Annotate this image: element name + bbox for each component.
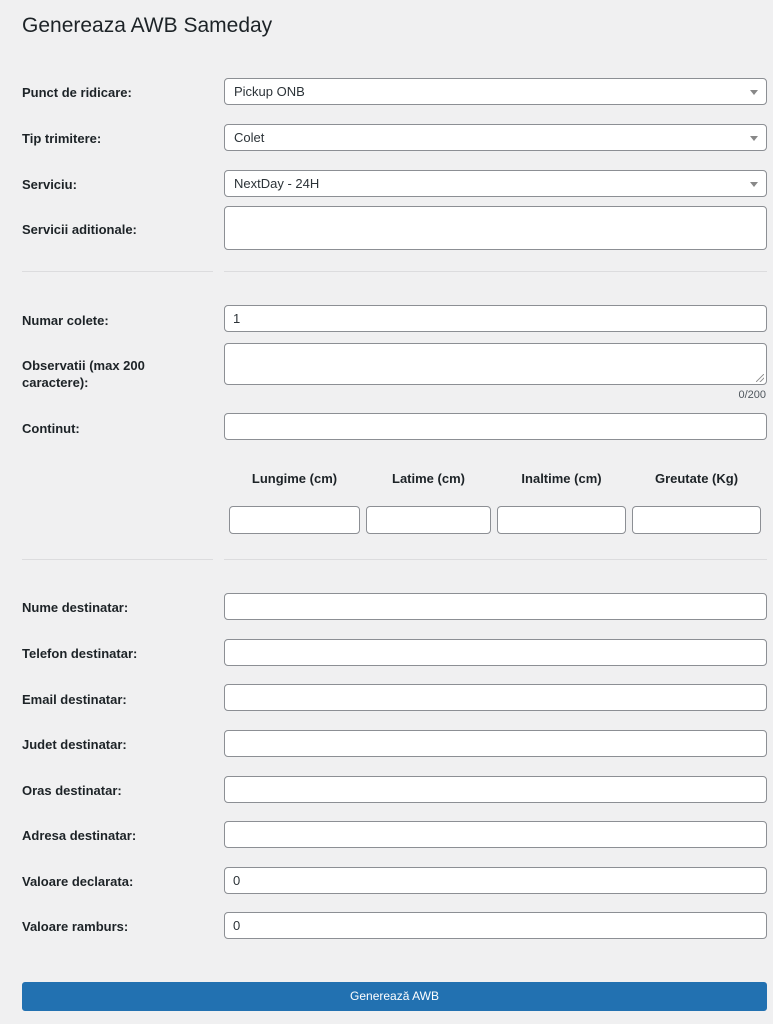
additional-services-multiselect[interactable] (224, 206, 767, 250)
additional-services-label: Servicii aditionale: (22, 222, 137, 237)
recipient-email-label: Email destinatar: (22, 692, 127, 707)
weight-input[interactable] (632, 506, 761, 534)
observations-label-line2: caractere): (22, 375, 89, 390)
section-divider (224, 559, 767, 560)
content-label: Continut: (22, 421, 80, 436)
declared-value-label: Valoare declarata: (22, 874, 134, 889)
chevron-down-icon (750, 182, 758, 187)
service-label: Serviciu: (22, 177, 77, 192)
service-select[interactable] (224, 170, 767, 197)
recipient-city-input[interactable] (224, 776, 767, 803)
recipient-email-input[interactable] (224, 684, 767, 711)
pickup-value: Pickup ONB (234, 84, 305, 99)
recipient-name-label: Nume destinatar: (22, 600, 129, 615)
recipient-address-input[interactable] (224, 821, 767, 848)
section-divider (22, 559, 213, 560)
package-count-label: Numar colete: (22, 313, 109, 328)
length-label: Lungime (cm) (251, 471, 338, 486)
recipient-county-input[interactable] (224, 730, 767, 757)
height-input[interactable] (497, 506, 626, 534)
section-divider (22, 271, 213, 272)
chevron-down-icon (750, 136, 758, 141)
width-input[interactable] (366, 506, 491, 534)
resize-handle-icon[interactable] (756, 374, 764, 382)
cod-value-input[interactable]: 0 (224, 912, 767, 939)
generate-awb-button[interactable]: Generează AWB (22, 982, 767, 1011)
recipient-city-label: Oras destinatar: (22, 783, 122, 798)
observations-textarea[interactable] (224, 343, 767, 385)
content-input[interactable] (224, 413, 767, 440)
section-divider (224, 271, 767, 272)
recipient-name-input[interactable] (224, 593, 767, 620)
shipment-type-label: Tip trimitere: (22, 131, 102, 146)
chevron-down-icon (750, 90, 758, 95)
observations-label (22, 357, 145, 391)
recipient-county-label: Judet destinatar: (22, 737, 127, 752)
height-label: Inaltime (cm) (521, 471, 602, 486)
shipment-type-value: Colet (234, 130, 265, 145)
recipient-phone-label: Telefon destinatar: (22, 646, 138, 661)
pickup-label: Punct de ridicare: (22, 85, 132, 100)
page-title: Genereaza AWB Sameday (22, 14, 273, 37)
cod-value-label: Valoare ramburs: (22, 919, 129, 934)
declared-value-input[interactable]: 0 (224, 867, 767, 894)
weight-label: Greutate (Kg) (654, 471, 739, 486)
shipment-type-select[interactable] (224, 124, 767, 151)
recipient-phone-input[interactable] (224, 639, 767, 666)
width-label: Latime (cm) (392, 471, 465, 486)
recipient-address-label: Adresa destinatar: (22, 828, 137, 843)
observations-char-counter: 0/200 (738, 389, 766, 401)
observations-label-line1: Observatii (max 200 (22, 358, 145, 373)
package-count-input[interactable]: 1 (224, 305, 767, 332)
length-input[interactable] (229, 506, 360, 534)
pickup-select[interactable] (224, 78, 767, 105)
service-value: NextDay - 24H (234, 176, 320, 191)
